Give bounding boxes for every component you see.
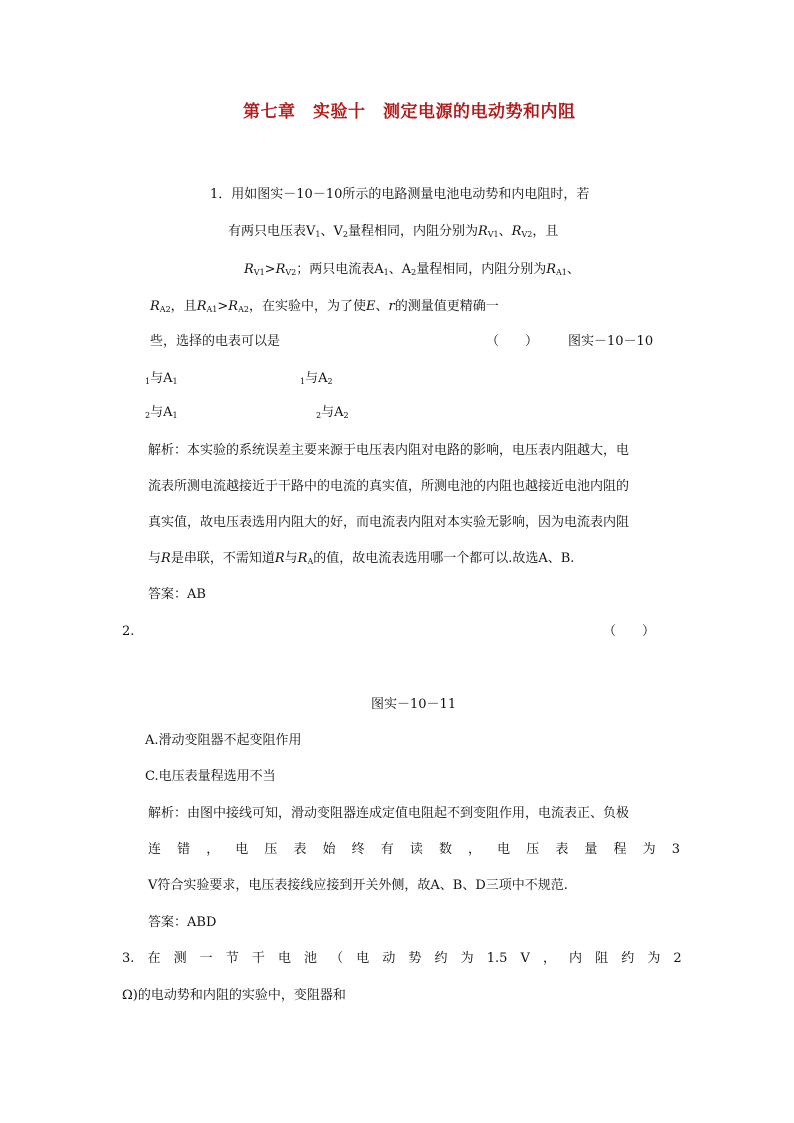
q3-line-1-glyph: 3. — [122, 951, 135, 966]
q1-r-symbol: R — [228, 299, 239, 314]
q1-r-symbol: R — [477, 224, 488, 239]
q1-sub-1: 1 — [300, 377, 306, 386]
q3-line-1-glyph: 约 — [621, 951, 635, 966]
q1-emf-symbol: E — [365, 299, 376, 314]
q2-analysis-line-2-glyph: ， — [468, 842, 482, 857]
q1-line3-text-b: ；两只电流表A — [296, 262, 384, 277]
q1-sub-v1: V1 — [253, 268, 265, 277]
q1-analysis-line-2: 流表所测电流越接近于干路中的电流的真实值，所测电池的内阻也越接近电池内阻的 — [148, 479, 630, 494]
q1-r-symbol: R — [244, 262, 254, 277]
q2-analysis-line-2-glyph: 为 — [642, 842, 656, 857]
q3-line-1-glyph: 电 — [277, 951, 291, 966]
q1-answer-paren: （ ） — [486, 334, 539, 349]
q1-sub-1: 1 — [315, 230, 321, 239]
q1-line-3 — [244, 262, 580, 278]
q1-analysis-4b: 是串联，不需知道 — [170, 551, 275, 566]
q3-line-1-glyph: 为 — [460, 951, 474, 966]
q2-analysis-line-2-glyph: 压 — [526, 842, 540, 857]
q3-line-1 — [122, 951, 682, 967]
q3-line-1-glyph: 阻 — [595, 951, 609, 966]
q3-line-1-glyph: 2 — [673, 951, 682, 966]
q1-sub-1: 1 — [383, 268, 389, 277]
q2-analysis-line-2-glyph: 压 — [264, 842, 278, 857]
q1-analysis-4d: 的值，故电流表选用哪一个都可以.故选A、B. — [313, 551, 575, 566]
q1-r-symbol: R — [511, 224, 522, 239]
q1-sub-2: 2 — [342, 230, 348, 239]
q1-option-c-text: 与A — [150, 405, 173, 420]
q3-line-1-glyph: 测 — [173, 951, 187, 966]
q1-analysis-4a: 与 — [148, 551, 162, 566]
q2-analysis-line-2-glyph: 程 — [613, 842, 627, 857]
q2-analysis-line-2-glyph: 错 — [177, 842, 191, 857]
q1-sub-a2: A2 — [238, 305, 249, 314]
q3-line-1-glyph: 池 — [304, 951, 318, 966]
q1-line-1: 1．用如图实－10－10所示的电路测量电池电动势和内电阻时，若 — [210, 187, 590, 202]
q3-line-1-glyph: 为 — [647, 951, 661, 966]
q2-option-c: C.电压表量程选用不当 — [145, 769, 276, 784]
q1-option-d — [316, 405, 349, 421]
q2-analysis-line-2-glyph: 电 — [497, 842, 511, 857]
q1-line-5: 些，选择的电表可以是 — [150, 334, 281, 349]
q1-sub-2: 2 — [316, 411, 322, 420]
q1-line4-text-c: ，在实验中，为了使 — [248, 299, 366, 314]
q2-analysis-line-2-glyph: 读 — [409, 842, 423, 857]
q2-analysis-line-2-glyph: 表 — [555, 842, 569, 857]
q2-analysis-line-2-glyph: 有 — [380, 842, 394, 857]
q3-line-1-glyph: V — [520, 951, 530, 966]
q1-answer: 答案：AB — [148, 587, 206, 602]
q3-line-1-glyph: 节 — [225, 951, 239, 966]
q2-analysis-line-2-glyph: 始 — [322, 842, 336, 857]
q3-line-1-glyph: ， — [542, 951, 556, 966]
q1-figure-caption: 图实－10－10 — [568, 334, 654, 349]
q1-line2-text-b: 、V — [320, 224, 343, 239]
q1-sub-1: 1 — [172, 411, 178, 420]
q1-sub-2: 2 — [327, 377, 333, 386]
q1-sub-1: 1 — [145, 377, 151, 386]
q1-option-a — [145, 371, 178, 387]
q3-line-1-glyph: 内 — [569, 951, 583, 966]
q1-sub-v2: V2 — [521, 230, 533, 239]
q3-line-1-glyph: 势 — [408, 951, 422, 966]
q1-option-d-text: 与A — [321, 405, 344, 420]
q2-analysis-line-2 — [148, 842, 680, 858]
q1-option-b — [300, 371, 333, 387]
q2-option-a: A.滑动变阻器不起变阻作用 — [145, 733, 302, 748]
q2-analysis-line-2-glyph: 电 — [235, 842, 249, 857]
q2-analysis-line-3: V符合实验要求，电压表接线应接到开关外侧，故A、B、D三项中不规范. — [148, 878, 568, 893]
q2-analysis-line-1: 解析：由图中接线可知，滑动变阻器连成定值电阻起不到变阻作用，电流表正、负极 — [148, 806, 630, 821]
q1-option-a-text: 与A — [150, 371, 173, 386]
q1-r-symbol: R — [297, 551, 308, 566]
q1-analysis-line-1: 解析：本实验的系统误差主要来源于电压表内阻对电路的影响，电压表内阻越大，电 — [148, 443, 630, 458]
q2-analysis-line-2-glyph: 连 — [148, 842, 162, 857]
q3-line-2: Ω)的电动势和内阻的实验中，变阻器和 — [122, 988, 346, 1003]
q2-analysis-line-2-glyph: 3 — [671, 842, 680, 857]
q1-analysis-line-4 — [148, 551, 574, 567]
q2-number: 2. — [122, 624, 135, 639]
q1-line2-text-c: 量程相同，内阻分别为 — [347, 224, 478, 239]
q3-line-1-glyph: 一 — [199, 951, 213, 966]
q1-option-c — [145, 405, 178, 421]
q1-line4-text-a: ，且 — [170, 299, 197, 314]
q1-line2-text-d: 、 — [498, 224, 512, 239]
q2-analysis-line-2-glyph: 终 — [351, 842, 365, 857]
q1-sub-a1: A1 — [206, 305, 218, 314]
q1-r-symbol: R — [274, 551, 285, 566]
q1-line4-text-d: 的测量值更精确一 — [394, 299, 499, 314]
q1-line-4 — [150, 299, 499, 315]
q1-gt: > — [264, 262, 276, 277]
q3-line-1-glyph: 约 — [434, 951, 448, 966]
q1-r-symbol: R — [546, 262, 557, 277]
q1-resistance-symbol: r — [388, 299, 395, 314]
q3-line-1-glyph: 干 — [251, 951, 265, 966]
q2-answer-paren: （ ） — [603, 624, 656, 639]
q1-sub-a1: A1 — [556, 268, 567, 277]
q3-line-1-glyph: 动 — [382, 951, 396, 966]
q3-line-1-glyph: 1.5 — [486, 951, 508, 966]
q1-sub-v1: V1 — [487, 230, 499, 239]
q3-line-1-glyph: 在 — [147, 951, 161, 966]
q1-analysis-line-3: 真实值，故电压表选用内阻大的好，而电流表内阻对本实验无影响，因为电流表内阻 — [148, 515, 630, 530]
page-title: 第七章 实验十 测定电源的电动势和内阻 — [243, 102, 576, 122]
q1-sub-2: 2 — [145, 411, 151, 420]
q1-r-symbol: R — [196, 299, 207, 314]
q2-analysis-line-2-glyph: 数 — [438, 842, 452, 857]
q3-line-1-glyph: （ — [330, 951, 344, 966]
q1-line2-text-a: 有两只电压表V — [228, 224, 316, 239]
q1-analysis-4c: 与 — [284, 551, 298, 566]
q1-sub-v2: V2 — [285, 268, 297, 277]
q1-r-symbol: R — [161, 551, 171, 566]
q2-analysis-line-2-glyph: 量 — [584, 842, 598, 857]
q1-line-2 — [228, 224, 558, 240]
q1-line2-text-e: ，且 — [532, 224, 559, 239]
q1-sub-2: 2 — [343, 411, 349, 420]
q2-answer: 答案：ABD — [148, 915, 217, 930]
q1-analysis-sub-a: A — [307, 557, 314, 566]
q1-sub-a2: A2 — [159, 305, 171, 314]
q1-line3-text-d: 量程相同，内阻分别为 — [416, 262, 547, 277]
q1-line3-text-c: 、A — [388, 262, 412, 277]
q1-gt: > — [217, 299, 229, 314]
q2-analysis-line-2-glyph: 表 — [293, 842, 307, 857]
q1-sub-1: 1 — [172, 377, 178, 386]
q2-figure-caption: 图实－10－11 — [371, 697, 457, 712]
q1-r-symbol: R — [275, 262, 286, 277]
q1-line3-text-e: 、 — [566, 262, 580, 277]
q1-sep: 、 — [375, 299, 389, 314]
q3-line-1-glyph: 电 — [356, 951, 370, 966]
q1-sub-2: 2 — [411, 268, 417, 277]
q1-option-b-text: 与A — [305, 371, 328, 386]
q1-r-symbol: R — [150, 299, 160, 314]
q2-analysis-line-2-glyph: ， — [206, 842, 220, 857]
